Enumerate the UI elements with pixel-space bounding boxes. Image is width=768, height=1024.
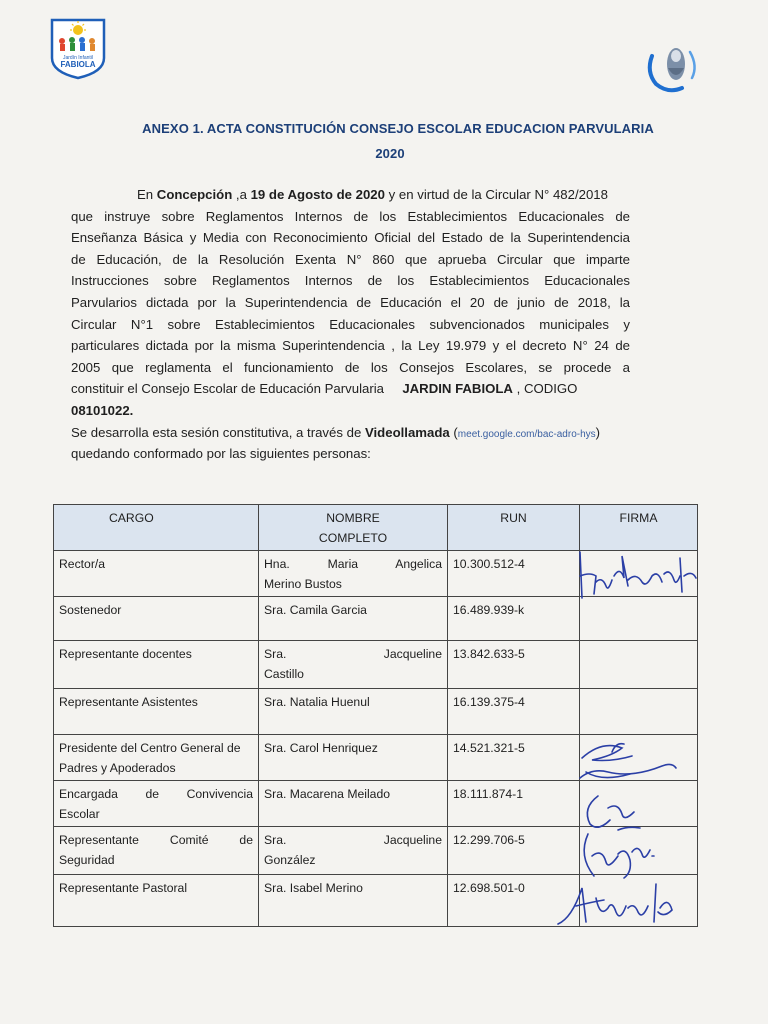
header-cargo: CARGO [54, 505, 259, 551]
run-cell: 12.698.501-0 [448, 875, 580, 927]
body-line-8: particulares dictada por la misma Superintendencia , la Ley 19.979 y el decreto N° 24 de [71, 338, 630, 354]
cargo-cell: Presidente del Centro General de Padres y Apoderados [54, 735, 259, 781]
cargo-cell: Sostenedor [54, 597, 259, 641]
meeting-date: 19 de Agosto de 2020 [250, 187, 385, 202]
header-run: RUN [448, 505, 580, 551]
body-line-3: Enseñanza Básica y Media con Reconocimiento Oficial del Estado de la Superintendencia [71, 230, 630, 246]
logo-subtext: Jardín Infantil [62, 55, 94, 61]
signature-representante-pastoral [552, 878, 682, 932]
nombre-cell: Hna. Maria Angelica Merino Bustos [259, 551, 448, 597]
document-year: 2020 [375, 146, 405, 161]
body-line-2: que instruye sobre Reglamentos Internos de los Establecimientos Educacionales de [71, 208, 630, 224]
cargo-cell: Representante Comité de Seguridad [54, 827, 259, 875]
cargo-cell: Rector/a [54, 551, 259, 597]
firma-cell [580, 597, 698, 641]
cargo-cell: Representante Asistentes [54, 689, 259, 735]
table-row [54, 597, 698, 641]
nombre-cell: Sra. Isabel Merino [259, 875, 448, 927]
logo-text: FABIOLA [60, 60, 96, 69]
meeting-link[interactable]: meet.google.com/bac-adro-hys [457, 428, 596, 440]
firma-cell [580, 641, 698, 689]
table-header-row [54, 505, 698, 551]
body-line-4: de Educación, de la Resolución Exenta N° 860 que aprueba Circular que imparte [71, 251, 630, 267]
cargo-cell: Representante Pastoral [54, 875, 259, 927]
run-cell: 10.300.512-4 [448, 551, 580, 597]
signature-presidente-cgpa [572, 738, 682, 790]
body-line-12: Se desarrolla esta sesión constitutiva, a través de Videollamada (meet.google.com/bac-adro-hys) [71, 424, 601, 440]
school-name: JARDIN FABIOLA [402, 381, 513, 397]
signature-comite-seguridad [574, 826, 664, 886]
body-line-7: Circular N°1 sobre Establecimientos Educacionales subvencionados municipales y [71, 316, 630, 332]
table-row [54, 689, 698, 735]
run-cell: 12.299.706-5 [448, 827, 580, 875]
run-cell: 14.521.321-5 [448, 735, 580, 781]
body-paragraph [71, 184, 630, 465]
nombre-cell: Sra. Jacqueline Castillo [259, 641, 448, 689]
body-line-13: quedando conformado por las siguientes personas: [71, 446, 371, 462]
run-cell: 16.489.939-k [448, 597, 580, 641]
body-line-5: Instrucciones sobre Reglamentos Internos de los Establecimientos Educacionales [71, 273, 630, 289]
body-line-10: constituir el Consejo Escolar de Educación Parvularia JARDIN FABIOLA , CODIGO [71, 381, 578, 397]
nombre-cell: Sra. Camila Garcia [259, 597, 448, 641]
body-line-1: En Concepción ,a 19 de Agosto de 2020 y en virtud de la Circular N° 482/2018 [137, 187, 608, 202]
signature-rector [572, 546, 702, 602]
firma-cell [580, 689, 698, 735]
city-name: Concepción [156, 187, 233, 202]
cargo-cell: Encargada de Convivencia Escolar [54, 781, 259, 827]
table-row [54, 641, 698, 689]
header-nombre: NOMBRE COMPLETO [259, 505, 448, 551]
document-title: ANEXO 1. ACTA CONSTITUCIÓN CONSEJO ESCOLAR EDUCACION PARVULARIA [142, 121, 654, 136]
body-line-11 [71, 400, 630, 422]
run-cell: 13.842.633-5 [448, 641, 580, 689]
school-code: 08101022. [71, 402, 134, 418]
congregation-emblem-icon [640, 38, 702, 100]
cargo-cell: Representante docentes [54, 641, 259, 689]
header-firma: FIRMA [580, 505, 698, 551]
nombre-cell: Sra. Carol Henriquez [259, 735, 448, 781]
body-line-9: 2005 que reglamenta el funcionamiento de los Consejos Escolares, se procede a [71, 359, 630, 375]
nombre-cell: Sra. Jacqueline González [259, 827, 448, 875]
meeting-medium: Videollamada [364, 424, 450, 440]
run-cell: 18.111.874-1 [448, 781, 580, 827]
body-line-6: Parvularios dictada por la Superintendencia de Educación el 20 de junio de 2018, la [71, 294, 630, 310]
run-cell: 16.139.375-4 [448, 689, 580, 735]
jardin-fabiola-logo [48, 14, 108, 80]
nombre-cell: Sra. Natalia Huenul [259, 689, 448, 735]
nombre-cell: Sra. Macarena Meilado [259, 781, 448, 827]
